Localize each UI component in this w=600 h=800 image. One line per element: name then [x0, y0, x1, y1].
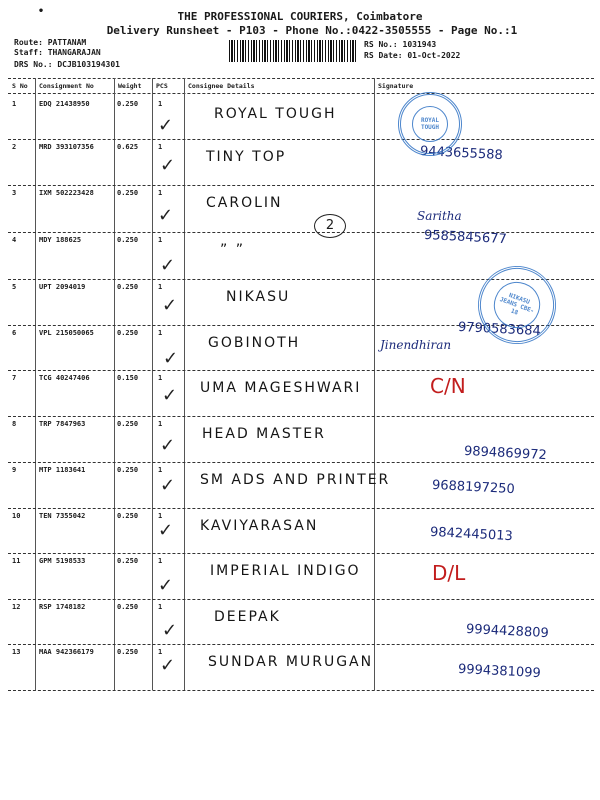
barcode: [229, 40, 357, 62]
delivery-tick: ✓: [162, 620, 178, 641]
row-consignment: EDQ 21438950: [39, 100, 90, 108]
row-rule: [8, 139, 594, 140]
delivery-tick: ✓: [160, 255, 176, 276]
row-consignee-name: UMA MAGESHWARI: [200, 380, 362, 396]
row-consignment: MAA 942366179: [39, 648, 94, 656]
row-consignee-name: CAROLIN: [206, 195, 283, 211]
row-sno: 3: [12, 189, 17, 197]
signature-text: Saritha: [417, 209, 462, 223]
row-weight: 0.250: [117, 466, 139, 474]
row-pcs: 1: [158, 143, 163, 151]
row-rule: [8, 644, 594, 645]
row-weight: 0.250: [117, 236, 139, 244]
row-consignee-name: SUNDAR MURUGAN: [208, 654, 374, 670]
rs-number: RS No.: 1031943: [364, 40, 437, 49]
signature-phone: 9894869972: [463, 443, 548, 464]
company-title: THE PROFESSIONAL COURIERS, Coimbatore: [177, 10, 423, 23]
delivery-tick: ✓: [160, 655, 176, 676]
row-sno: 6: [12, 329, 17, 337]
row-consignment: UPT 2094019: [39, 283, 86, 291]
row-rule: [8, 599, 594, 600]
row-pcs: 1: [158, 512, 163, 520]
row-consignee-name: TINY TOP: [206, 149, 287, 165]
row-consignee-name: HEAD MASTER: [202, 426, 326, 442]
row-consignee-name: ” ”: [220, 242, 245, 258]
row-weight: 0.250: [117, 329, 139, 337]
row-weight: 0.250: [117, 557, 139, 565]
route-label: Route: PATTANAM: [14, 38, 87, 47]
header-bottom-rule: [8, 93, 594, 94]
row-weight: 0.250: [117, 648, 139, 656]
row-consignment: TRP 7847963: [39, 420, 86, 428]
row-pcs: 1: [158, 557, 163, 565]
circled-number: 2: [314, 214, 346, 238]
cn-mark: C/N: [430, 374, 466, 398]
row-consignment: MDY 188625: [39, 236, 82, 244]
row-sno: 13: [12, 648, 21, 656]
row-weight: 0.250: [117, 189, 139, 197]
stamp-text: NIKASU JEANS CBE-18: [488, 276, 546, 334]
signature-phone: 9994381099: [457, 661, 542, 682]
row-weight: 0.250: [117, 420, 139, 428]
row-weight: 0.250: [117, 100, 139, 108]
row-rule: [8, 462, 594, 463]
row-sno: 11: [12, 557, 21, 565]
corner-mark: •: [38, 6, 45, 17]
signature-phone: 9443655588: [419, 143, 504, 164]
signature-phone: 9994428809: [465, 621, 550, 642]
row-pcs: 1: [158, 603, 163, 611]
company-stamp: [398, 92, 462, 156]
row-sno: 1: [12, 100, 17, 108]
row-consignment: MTP 1183641: [39, 466, 86, 474]
row-pcs: 1: [158, 329, 163, 337]
signature-phone: 9842445013: [429, 524, 514, 545]
row-consignment: TCG 40247406: [39, 374, 90, 382]
row-consignee-name: DEEPAK: [214, 609, 281, 625]
delivery-tick: ✓: [163, 348, 179, 369]
delivery-tick: ✓: [158, 575, 174, 596]
row-consignee-name: ROYAL TOUGH: [214, 106, 337, 122]
signature-phone: 9790583684: [457, 319, 542, 340]
row-weight: 0.625: [117, 143, 139, 151]
col-signature: Signature: [378, 82, 414, 90]
row-sno: 9: [12, 466, 17, 474]
col-consignee: Consignee Details: [188, 82, 255, 90]
col-pcs: PCS: [156, 82, 168, 90]
row-rule: [8, 416, 594, 417]
signature-text: Jinendhiran: [380, 338, 452, 352]
delivery-tick: ✓: [162, 385, 178, 406]
row-pcs: 1: [158, 648, 163, 656]
row-consignment: RSP 1748182: [39, 603, 86, 611]
row-consignment: IXM 502223428: [39, 189, 94, 197]
header-top-rule: [8, 78, 594, 79]
company-stamp: [467, 255, 567, 355]
row-sno: 8: [12, 420, 17, 428]
row-sno: 12: [12, 603, 21, 611]
row-sno: 5: [12, 283, 17, 291]
drs-label: DRS No.: DCJB103194301: [14, 60, 120, 69]
row-consignee-name: SM ADS AND PRINTER: [200, 472, 391, 488]
row-pcs: 1: [158, 420, 163, 428]
row-sno: 7: [12, 374, 17, 382]
delivery-tick: ✓: [158, 520, 174, 541]
row-rule: [8, 185, 594, 186]
row-pcs: 1: [158, 374, 163, 382]
row-sno: 4: [12, 236, 17, 244]
row-weight: 0.250: [117, 283, 139, 291]
row-consignment: MRD 393107356: [39, 143, 94, 151]
rs-date: RS Date: 01-Oct-2022: [364, 51, 461, 60]
row-consignee-name: NIKASU: [226, 289, 291, 305]
col-consignment: Consignment No: [39, 82, 94, 90]
row-pcs: 1: [158, 283, 163, 291]
row-rule: [8, 370, 594, 371]
row-weight: 0.250: [117, 603, 139, 611]
delivery-tick: ✓: [158, 115, 174, 136]
delivery-tick: ✓: [160, 475, 176, 496]
col-weight: Weight: [118, 82, 142, 90]
signature-phone: 9688197250: [431, 477, 516, 498]
row-rule: [8, 508, 594, 509]
delivery-tick: ✓: [160, 435, 176, 456]
row-sno: 2: [12, 143, 17, 151]
row-consignment: TEN 7355042: [39, 512, 86, 520]
row-consignee-name: IMPERIAL INDIGO: [210, 563, 361, 579]
row-sno: 10: [12, 512, 21, 520]
row-weight: 0.250: [117, 512, 139, 520]
row-pcs: 1: [158, 236, 163, 244]
row-pcs: 1: [158, 466, 163, 474]
runsheet-subtitle: Delivery Runsheet - P103 - Phone No.:0422-3505555 - Page No.:1: [106, 24, 518, 37]
row-rule: [8, 553, 594, 554]
row-consignment: GPM 5198533: [39, 557, 86, 565]
row-weight: 0.150: [117, 374, 139, 382]
row-consignee-name: GOBINOTH: [208, 335, 301, 351]
row-consignee-name: KAVIYARASAN: [200, 518, 319, 534]
dl-mark: D/L: [432, 561, 466, 585]
delivery-tick: ✓: [162, 295, 178, 316]
row-pcs: 1: [158, 100, 163, 108]
delivery-tick: ✓: [160, 155, 176, 176]
row-pcs: 1: [158, 189, 163, 197]
row-consignment: VPL 215050065: [39, 329, 94, 337]
staff-label: Staff: THANGARAJAN: [14, 48, 101, 57]
delivery-tick: ✓: [158, 205, 174, 226]
signature-phone: 9585845677: [423, 227, 508, 248]
col-sno: S No: [12, 82, 28, 90]
row-rule: [8, 690, 594, 691]
stamp-text: ROYAL TOUGH: [412, 106, 449, 143]
